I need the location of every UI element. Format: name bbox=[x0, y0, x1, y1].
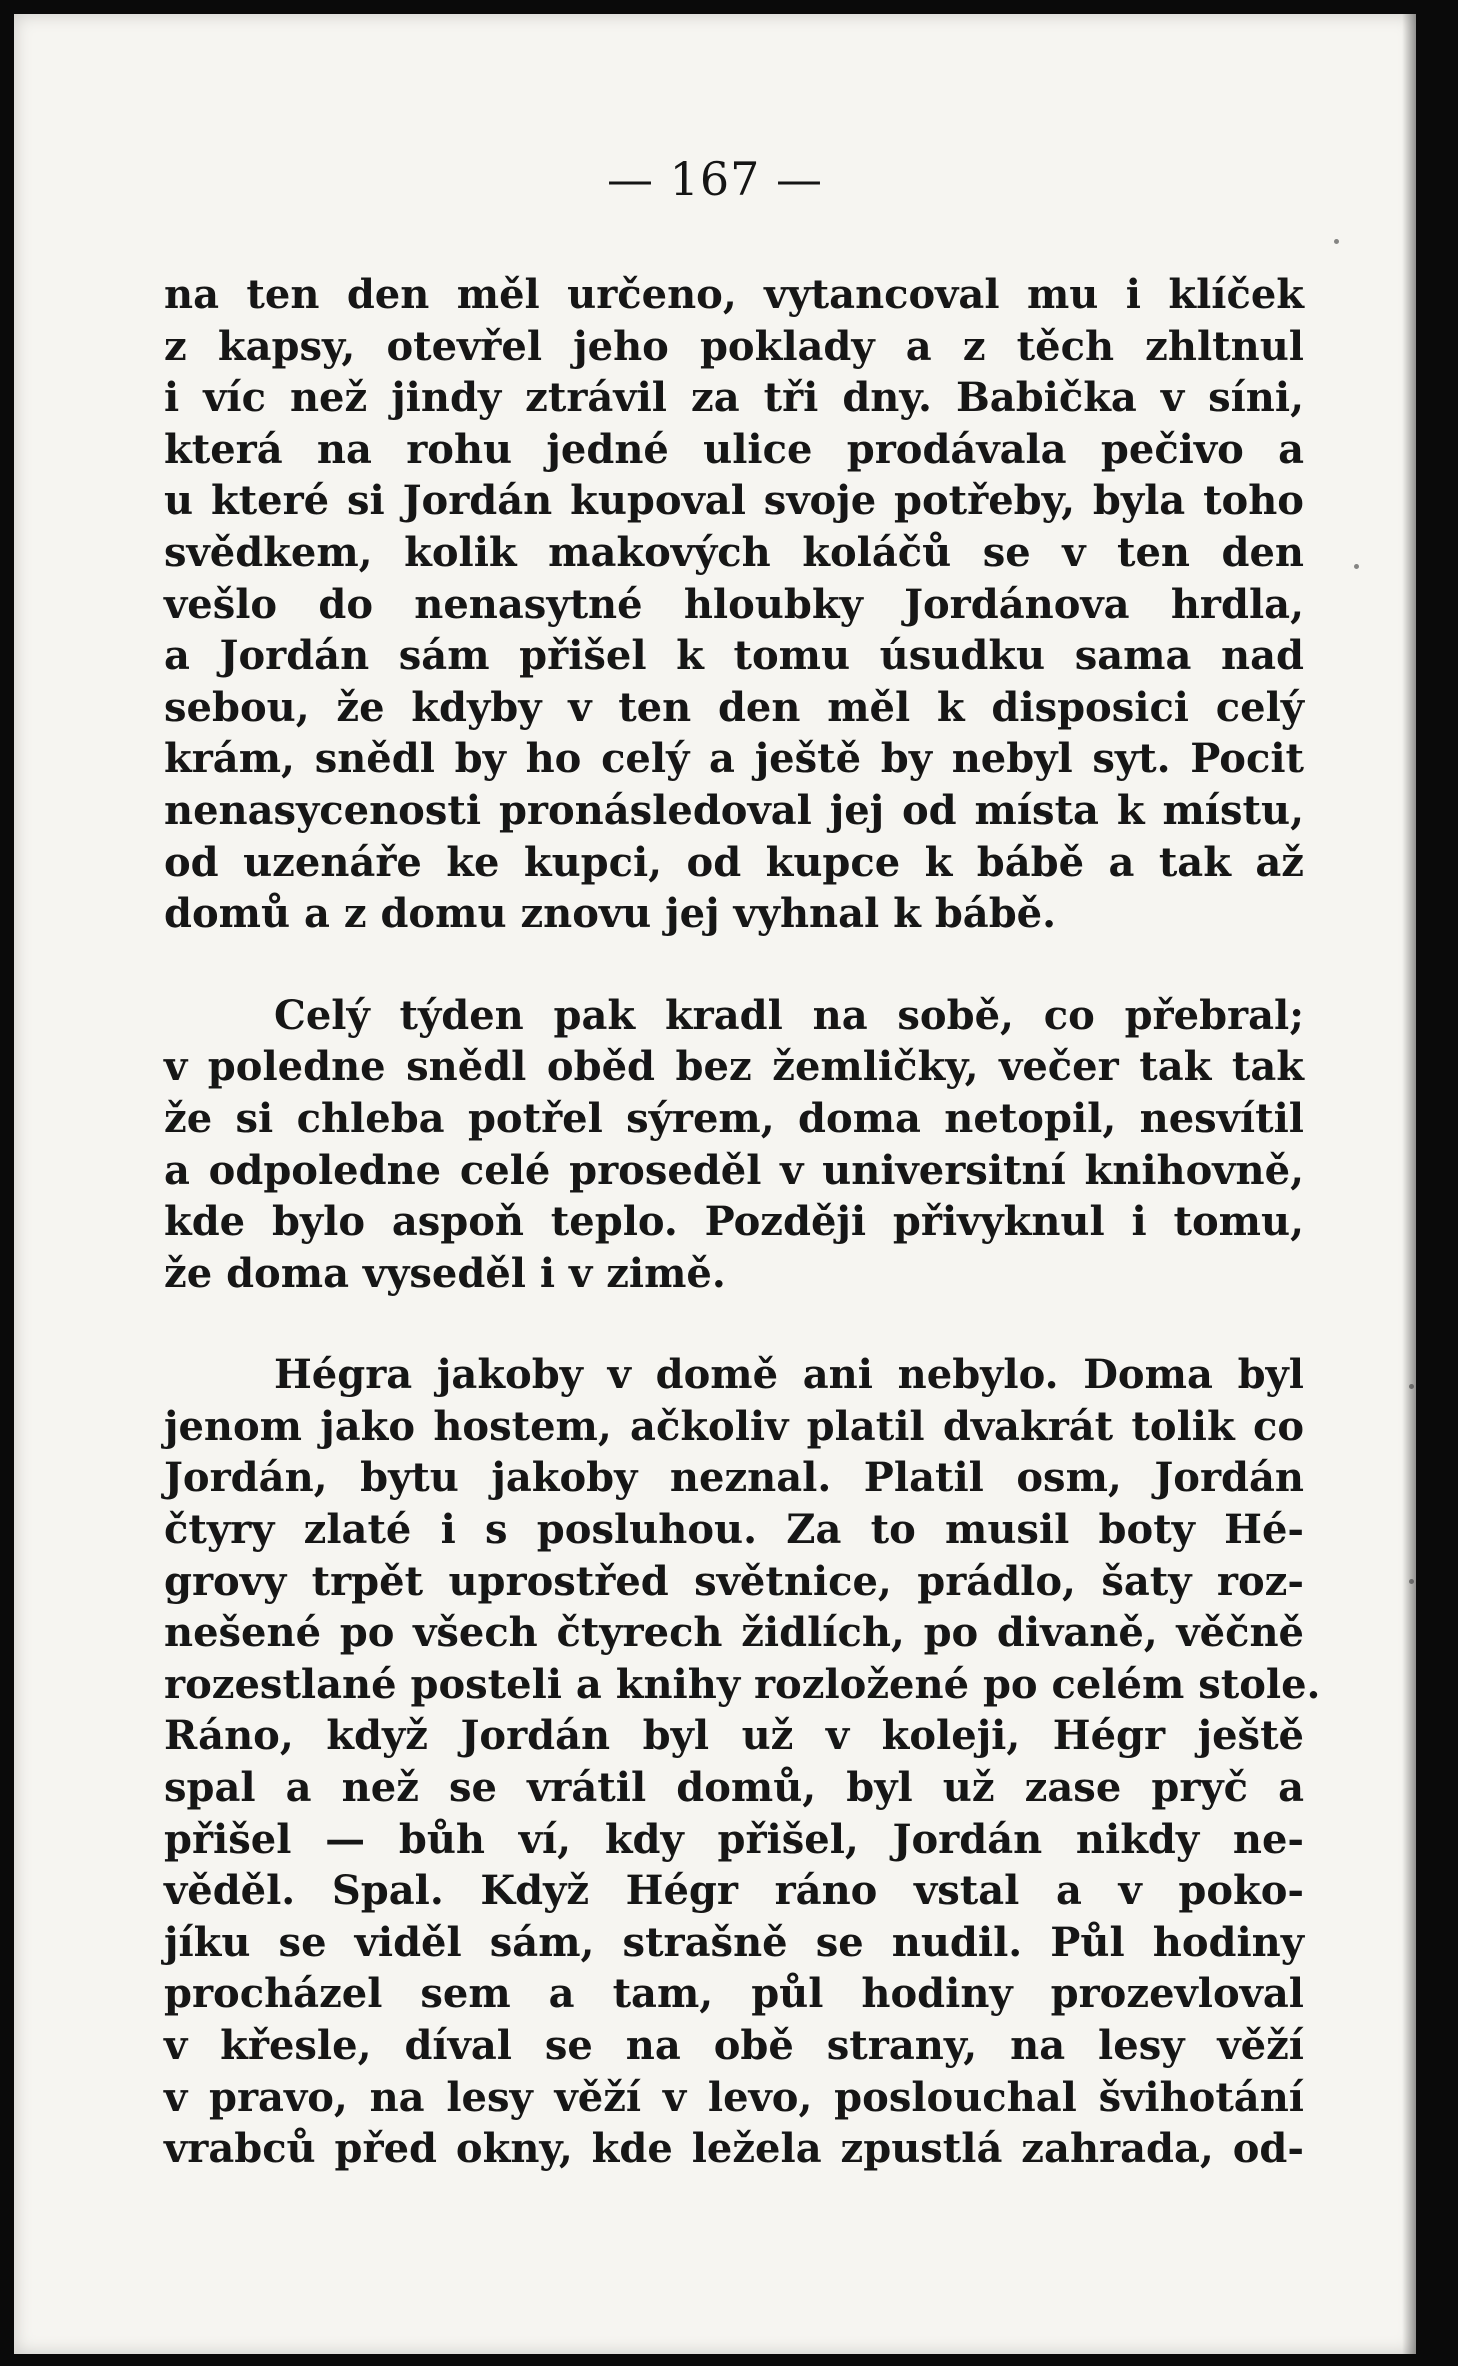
text-line: svědkem, kolik makových koláčů se v ten den bbox=[164, 528, 1304, 576]
text-line: Ráno, když Jordán byl už v koleji, Hégr ještě bbox=[164, 1712, 1304, 1760]
paper-speck bbox=[1334, 239, 1339, 244]
text-line: věděl. Spal. Když Hégr ráno vstal a v poko- bbox=[164, 1867, 1304, 1915]
text-line: sebou, že kdyby v ten den měl k disposici celý bbox=[164, 683, 1304, 731]
text-line: Jordán, bytu jakoby neznal. Platil osm, Jordán bbox=[164, 1454, 1304, 1502]
paper-speck bbox=[1354, 564, 1359, 569]
text-line: od uzenáře ke kupci, od kupce k bábě a tak až bbox=[164, 838, 1304, 886]
text-line: rozestlané posteli a knihy rozložené po celém stole. bbox=[164, 1660, 1321, 1708]
text-line: nešené po všech čtyrech židlích, po divaně, věčně bbox=[164, 1609, 1304, 1657]
text-line: domů a z domu znovu jej vyhnal k bábě. bbox=[164, 890, 1057, 938]
text-line: nenasycenosti pronásledoval jej od místa k místu, bbox=[164, 786, 1304, 834]
paper-speck bbox=[1409, 1579, 1414, 1584]
text-line: a odpoledne celé proseděl v universitní knihovně, bbox=[164, 1146, 1304, 1194]
text-line: v pravo, na lesy věží v levo, poslouchal švihotání bbox=[164, 2073, 1304, 2121]
text-line: která na rohu jedné ulice prodávala pečivo a bbox=[164, 425, 1304, 473]
text-line: na ten den měl určeno, vytancoval mu i klíček bbox=[164, 271, 1304, 318]
book-page bbox=[14, 14, 1416, 2354]
text-line: krám, snědl by ho celý a ještě by nebyl syt. Pocit bbox=[164, 735, 1304, 783]
text-line: i víc než jindy ztrávil za tři dny. Babička v síni, bbox=[164, 374, 1304, 422]
text-line: Celý týden pak kradl na sobě, co přebral; bbox=[274, 991, 1304, 1039]
text-line: vešlo do nenasytné hloubky Jordánova hrdla, bbox=[164, 580, 1304, 628]
text-line: že si chleba potřel sýrem, doma netopil, nesvítil bbox=[164, 1094, 1304, 1142]
paragraph-1 bbox=[164, 269, 1304, 940]
page-edge-shadow bbox=[1402, 14, 1416, 2354]
text-line: v poledne snědl oběd bez žemličky, večer tak tak bbox=[164, 1043, 1304, 1091]
text-line: u které si Jordán kupoval svoje potřeby, byla toho bbox=[164, 477, 1304, 525]
text-line: kde bylo aspoň teplo. Později přivyknul i tomu, bbox=[164, 1198, 1304, 1246]
text-line: Hégra jakoby v domě ani nebylo. Doma byl bbox=[274, 1351, 1304, 1399]
page-number: — 167 — bbox=[606, 152, 824, 206]
paragraph-3 bbox=[164, 1349, 1321, 2175]
text-line: vrabců před okny, kde ležela zpustlá zahrada, od- bbox=[164, 2125, 1304, 2173]
text-line: spal a než se vrátil domů, byl už zase pryč a bbox=[164, 1764, 1304, 1812]
text-line: čtyry zlaté i s posluhou. Za to musil boty Hé- bbox=[164, 1506, 1304, 1554]
text-line: z kapsy, otevřel jeho poklady a z těch zhltnul bbox=[164, 322, 1304, 370]
text-line: přišel — bůh ví, kdy přišel, Jordán nikdy ne- bbox=[164, 1815, 1304, 1863]
text-line: grovy trpět uprostřed světnice, prádlo, šaty roz- bbox=[164, 1557, 1304, 1605]
text-line: že doma vyseděl i v zimě. bbox=[164, 1249, 726, 1297]
paper-speck bbox=[1409, 1384, 1414, 1389]
text-line: procházel sem a tam, půl hodiny prozevloval bbox=[164, 1970, 1304, 2018]
text-line: jenom jako hostem, ačkoliv platil dvakrát tolik co bbox=[164, 1402, 1304, 1450]
text-line: jíku se viděl sám, strašně se nudil. Půl hodiny bbox=[164, 1918, 1304, 1966]
body-text bbox=[164, 269, 1321, 2175]
text-line: v křesle, díval se na obě strany, na lesy věží bbox=[164, 2022, 1304, 2069]
text-line: a Jordán sám přišel k tomu úsudku sama nad bbox=[164, 632, 1304, 680]
paragraph-2 bbox=[164, 990, 1304, 1300]
